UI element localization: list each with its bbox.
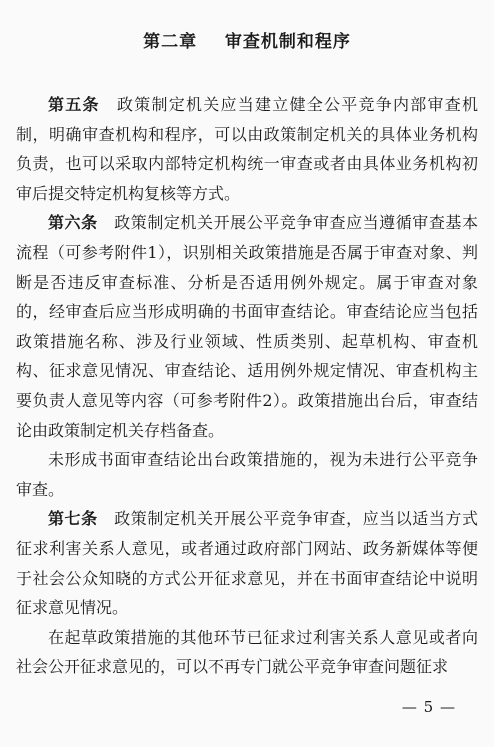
page-number: — 5 — bbox=[401, 698, 456, 716]
article-5-label: 第五条 bbox=[48, 95, 100, 114]
article-5-text: 政策制定机关应当建立健全公平竞争内部审查机制，明确审查机构和程序，可以由政策制定机关的具体业务机构负责，也可以采取内部特定机构统一审查或者由具体业务机构初审后提交特定机构复核等方式。 bbox=[16, 95, 478, 203]
body-text bbox=[16, 90, 478, 682]
article-7-continuation-paragraph bbox=[16, 623, 478, 682]
article-7-paragraph bbox=[16, 504, 478, 622]
article-5-paragraph bbox=[16, 90, 478, 208]
article-7-continuation-text: 在起草政策措施的其他环节已征求过利害关系人意见或者向社会公开征求意见的，可以不再专门就公平竞争审查问题征求 bbox=[16, 627, 478, 677]
article-7-text: 政策制定机关开展公平竞争审查，应当以适当方式征求利害关系人意见，或者通过政府部门网站、政务新媒体等便于社会公众知晓的方式公开征求意见，并在书面审查结论中说明征求意见情况。 bbox=[16, 509, 478, 618]
article-6-continuation-paragraph bbox=[16, 445, 478, 504]
article-6-continuation-text: 未形成书面审查结论出台政策措施的，视为未进行公平竞争审查。 bbox=[16, 450, 478, 499]
article-6-text: 政策制定机关开展公平竞争审查应当遵循审查基本流程（可参考附件1），识别相关政策措施是否属于审查对象、判断是否违反审查标准、分析是否适用例外规定。属于审查对象的，经审查后应当形成明确的书面审查结论。审查结论应当包括政策措施名称、涉及行业领域、性质类别、起草机构、审查机构、征求意见情况、审查结论、适用例外规定情况、审查机构主要负责人意见等内容（可参考附件2）。政策措施出台后，审查结论由政策制定机关存档备查。 bbox=[16, 213, 478, 440]
article-6-label: 第六条 bbox=[48, 213, 98, 233]
article-7-label: 第七条 bbox=[48, 509, 98, 529]
article-6-paragraph bbox=[16, 208, 478, 445]
chapter-title: 第二章 审查机制和程序 bbox=[143, 32, 351, 52]
